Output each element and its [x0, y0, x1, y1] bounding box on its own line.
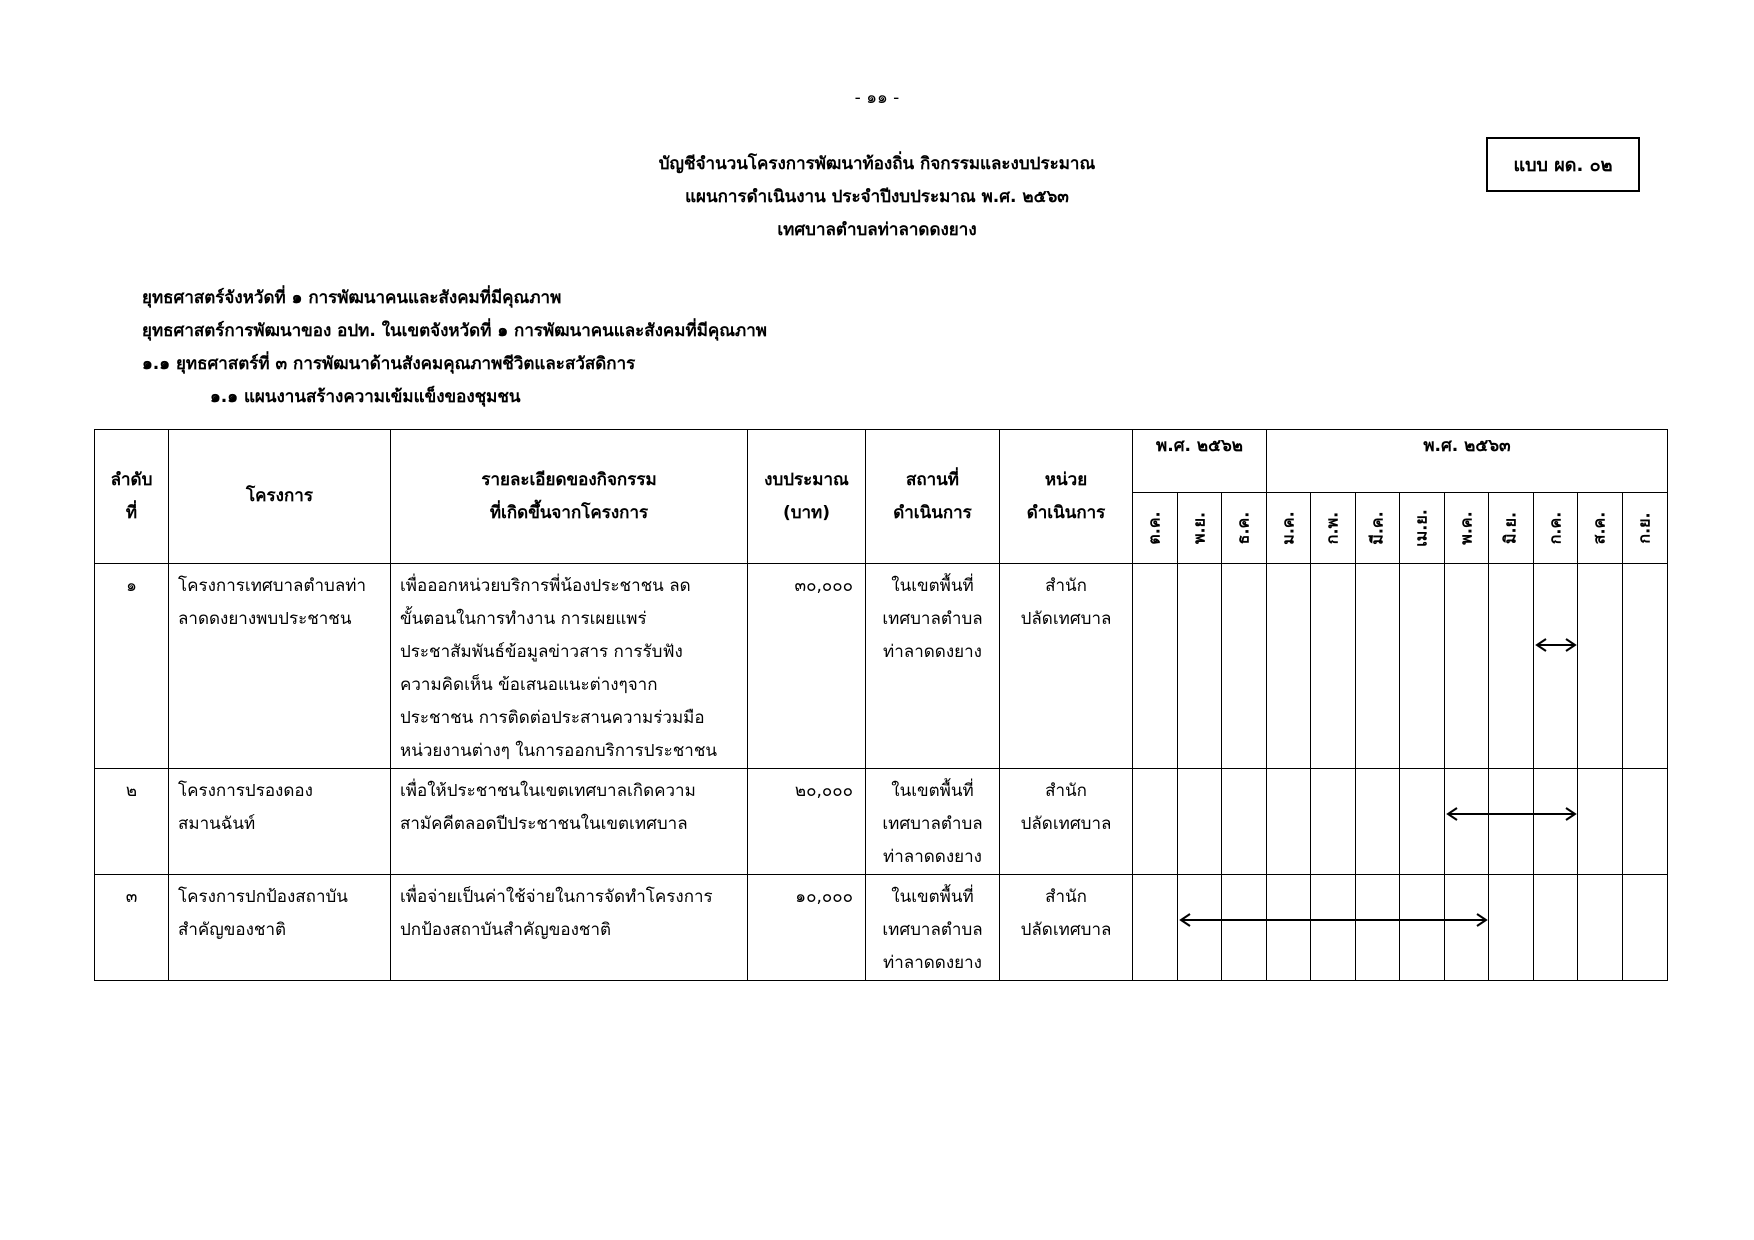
sub-strategy: ๑.๑ ยุทธศาสตร์ที่ ๓ การพัฒนาด้านสังคมคุณภาพชีวิตและสวัสดิการ: [142, 354, 636, 374]
province-strategy: ยุทธศาสตร์จังหวัดที่ ๑ การพัฒนาคนและสังคมที่มีคุณภาพ: [142, 288, 562, 308]
month-cell: [1178, 769, 1222, 875]
month-cell: [1311, 769, 1356, 875]
row-number: ๓: [95, 875, 169, 981]
month-cell: [1489, 875, 1534, 981]
month-header: [1311, 493, 1356, 564]
month-cell: [1222, 769, 1267, 875]
header-unit: หน่วย ดำเนินการ: [1000, 430, 1133, 564]
table-row: [95, 875, 1668, 981]
month-cell: [1400, 875, 1445, 981]
month-cell: [1133, 769, 1178, 875]
row-number: ๒: [95, 769, 169, 875]
schedule-arrow: [1447, 807, 1576, 821]
month-label: มี.ค.: [1367, 511, 1386, 545]
organization-name: เทศบาลตำบลท่าลาดดงยาง: [777, 220, 977, 240]
month-cell: [1534, 769, 1578, 875]
month-cell: [1267, 875, 1311, 981]
month-cell: [1489, 564, 1534, 769]
month-cell: [1578, 564, 1623, 769]
row-project: โครงการปกป้องสถาบัน สำคัญของชาติ: [169, 875, 391, 981]
row-unit: สำนัก ปลัดเทศบาล: [1000, 875, 1133, 981]
month-header: [1133, 493, 1178, 564]
header-place: สถานที่ ดำเนินการ: [866, 430, 1000, 564]
month-label: ส.ค.: [1589, 511, 1609, 545]
month-cell: [1623, 769, 1668, 875]
form-code-box: [1486, 137, 1640, 192]
month-cell: [1356, 564, 1400, 769]
project-plan-table: [94, 429, 1668, 981]
month-cell: [1445, 875, 1489, 981]
month-label: ก.พ.: [1322, 511, 1342, 545]
month-header: [1578, 493, 1623, 564]
month-cell: [1222, 564, 1267, 769]
month-label: ธ.ค.: [1233, 511, 1253, 545]
month-header: [1445, 493, 1489, 564]
month-label: มิ.ย.: [1500, 511, 1520, 545]
month-cell: [1133, 875, 1178, 981]
month-header: [1356, 493, 1400, 564]
schedule-arrow: [1180, 913, 1487, 927]
table-row: [95, 564, 1668, 769]
page-number: - ๑๑ -: [854, 88, 900, 108]
month-header: [1400, 493, 1445, 564]
header-year-2563: พ.ศ. ๒๕๖๓: [1267, 430, 1668, 493]
row-budget: ๓๐,๐๐๐: [748, 564, 866, 769]
row-budget: ๒๐,๐๐๐: [748, 769, 866, 875]
row-place: ในเขตพื้นที่ เทศบาลตำบล ท่าลาดดงยาง: [866, 564, 1000, 769]
month-header: [1534, 493, 1578, 564]
schedule-arrow: [1536, 638, 1576, 652]
header-year-2562: พ.ศ. ๒๕๖๒: [1133, 430, 1267, 493]
header-budget: งบประมาณ (บาท): [748, 430, 866, 564]
row-unit: สำนัก ปลัดเทศบาล: [1000, 769, 1133, 875]
month-label: ก.ค.: [1545, 511, 1564, 545]
month-label: ก.ย.: [1634, 512, 1654, 544]
month-label: พ.ค.: [1456, 511, 1475, 545]
local-strategy: ยุทธศาสตร์การพัฒนาของ อปท. ในเขตจังหวัดที่ ๑ การพัฒนาคนและสังคมที่มีคุณภาพ: [142, 321, 768, 341]
row-place: ในเขตพื้นที่ เทศบาลตำบล ท่าลาดดงยาง: [866, 769, 1000, 875]
row-place: ในเขตพื้นที่ เทศบาลตำบล ท่าลาดดงยาง: [866, 875, 1000, 981]
month-label: ต.ค.: [1144, 511, 1164, 545]
row-project: โครงการเทศบาลตำบลท่า ลาดดงยางพบประชาชน: [169, 564, 391, 769]
form-code: แบบ ผด. ๐๒: [1513, 155, 1613, 176]
table-row: [95, 769, 1668, 875]
work-plan: ๑.๑ แผนงานสร้างความเข้มแข็งของชุมชน: [210, 387, 521, 407]
header-row-years: [95, 430, 1668, 493]
header-detail: รายละเอียดของกิจกรรม ที่เกิดขึ้นจากโครงการ: [391, 430, 748, 564]
month-cell: [1267, 769, 1311, 875]
month-label: พ.ย.: [1189, 511, 1208, 545]
month-cell: [1267, 564, 1311, 769]
month-cell: [1178, 564, 1222, 769]
month-header: [1178, 493, 1222, 564]
month-cell: [1133, 564, 1178, 769]
row-project: โครงการปรองดอง สมานฉันท์: [169, 769, 391, 875]
month-cell: [1311, 564, 1356, 769]
month-header: [1267, 493, 1311, 564]
month-cell: [1400, 769, 1445, 875]
header-no: ลำดับ ที่: [95, 430, 169, 564]
month-cell: [1445, 769, 1489, 875]
month-cell: [1489, 769, 1534, 875]
month-cell: [1311, 875, 1356, 981]
month-cell: [1534, 875, 1578, 981]
row-budget: ๑๐,๐๐๐: [748, 875, 866, 981]
header-project: โครงการ: [169, 430, 391, 564]
month-cell: [1623, 564, 1668, 769]
row-detail: เพื่อจ่ายเป็นค่าใช้จ่ายในการจัดทำโครงการ ปกป้องสถาบันสำคัญของชาติ: [391, 875, 748, 981]
row-detail: เพื่อให้ประชาชนในเขตเทศบาลเกิดความ สามัคคีตลอดปีประชาชนในเขตเทศบาล: [391, 769, 748, 875]
month-cell: [1356, 769, 1400, 875]
month-header: [1489, 493, 1534, 564]
month-cell: [1445, 564, 1489, 769]
month-cell: [1356, 875, 1400, 981]
month-cell: [1534, 564, 1578, 769]
month-header: [1623, 493, 1668, 564]
document-title: บัญชีจำนวนโครงการพัฒนาท้องถิ่น กิจกรรมและงบประมาณ: [658, 154, 1096, 174]
month-cell: [1578, 875, 1623, 981]
month-label: ม.ค.: [1278, 511, 1297, 545]
month-header: [1222, 493, 1267, 564]
row-detail: เพื่อออกหน่วยบริการพี่น้องประชาชน ลด ขั้นตอนในการทำงาน การเผยแพร่ ประชาสัมพันธ์ข้อมูลข่าวสาร การรับฟัง ความคิดเห็น ข้อเสนอแนะต่างๆจาก ประชาชน การติดต่อประสานความร่วมมือ หน่วยงานต่างๆ ในการออกบริการประชาชน: [391, 564, 748, 769]
month-cell: [1578, 769, 1623, 875]
month-cell: [1222, 875, 1267, 981]
month-cell: [1178, 875, 1222, 981]
row-number: ๑: [95, 564, 169, 769]
month-label: เม.ย.: [1411, 509, 1431, 547]
month-cell: [1400, 564, 1445, 769]
row-unit: สำนัก ปลัดเทศบาล: [1000, 564, 1133, 769]
month-cell: [1623, 875, 1668, 981]
document-subtitle: แผนการดำเนินงาน ประจำปีงบประมาณ พ.ศ. ๒๕๖๓: [685, 187, 1069, 207]
